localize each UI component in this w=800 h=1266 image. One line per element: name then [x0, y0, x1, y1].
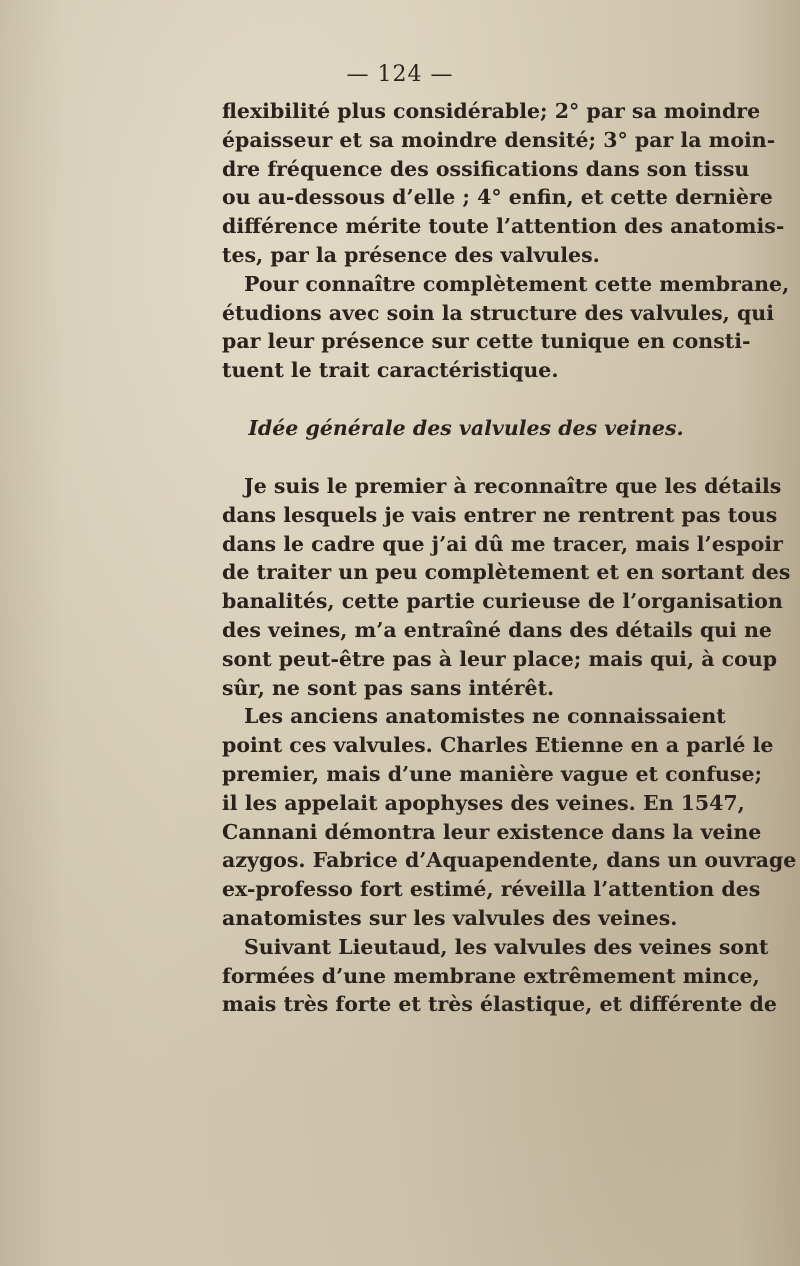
paragraph	[222, 97, 785, 270]
paragraph	[222, 472, 791, 702]
text-line: dans lesquels je vais entrer ne rentrent pas tous	[222, 502, 778, 527]
paragraph	[222, 933, 777, 1019]
page-number: — 124 —	[346, 62, 454, 87]
text-line: sûr, ne sont pas sans intérêt.	[222, 675, 555, 700]
text-line: formées d’une membrane extrêmement mince,	[222, 963, 760, 988]
body-text	[222, 97, 797, 1019]
text-line: banalités, cette partie curieuse de l’organisation	[222, 589, 783, 614]
text-line: ou au-dessous d’elle ; 4° enfin, et cette dernière	[222, 185, 773, 210]
text-line: premier, mais d’une manière vague et confuse;	[222, 761, 763, 786]
text-line: de traiter un peu complètement et en sortant des	[222, 560, 791, 585]
text-line: des veines, m’a entraîné dans des détails qui ne	[222, 617, 772, 642]
text-line: sont peut-être pas à leur place; mais qui, à coup	[222, 646, 778, 671]
text-line: tes, par la présence des valvules.	[222, 242, 600, 267]
section-heading: Idée générale des valvules des veines.	[248, 415, 684, 440]
text-line: dre fréquence des ossifications dans son tissu	[222, 156, 750, 181]
text-line: ex-professo fort estimé, réveilla l’attention des	[222, 877, 761, 902]
text-line: il les appelait apophyses des veines. En 1547,	[222, 790, 745, 815]
text-line: point ces valvules. Charles Etienne en a parlé le	[222, 733, 774, 758]
text-line: Pour connaître complètement cette membrane,	[244, 271, 790, 296]
text-line: par leur présence sur cette tunique en consti-	[222, 329, 751, 354]
text-line: mais très forte et très élastique, et différente de	[222, 992, 777, 1017]
text-line: Cannani démontra leur existence dans la veine	[222, 819, 762, 844]
text-line: tuent le trait caractéristique.	[222, 358, 559, 383]
text-line: Suivant Lieutaud, les valvules des veines sont	[244, 934, 769, 959]
text-line: dans le cadre que j’ai dû me tracer, mais l’espoir	[222, 531, 783, 556]
text-line: Les anciens anatomistes ne connaissaient	[244, 704, 726, 729]
text-line: anatomistes sur les valvules des veines.	[222, 905, 678, 930]
text-line: azygos. Fabrice d’Aquapendente, dans un ouvrage	[222, 848, 797, 873]
paragraph	[222, 270, 790, 385]
paragraph	[222, 702, 797, 932]
text-line: étudions avec soin la structure des valvules, qui	[222, 300, 774, 325]
text-line: épaisseur et sa moindre densité; 3° par la moin-	[222, 127, 776, 152]
text-line: différence mérite toute l’attention des anatomis-	[222, 214, 785, 239]
text-line: Je suis le premier à reconnaître que les détails	[244, 473, 782, 498]
text-line: flexibilité plus considérable; 2° par sa moindre	[222, 99, 761, 123]
